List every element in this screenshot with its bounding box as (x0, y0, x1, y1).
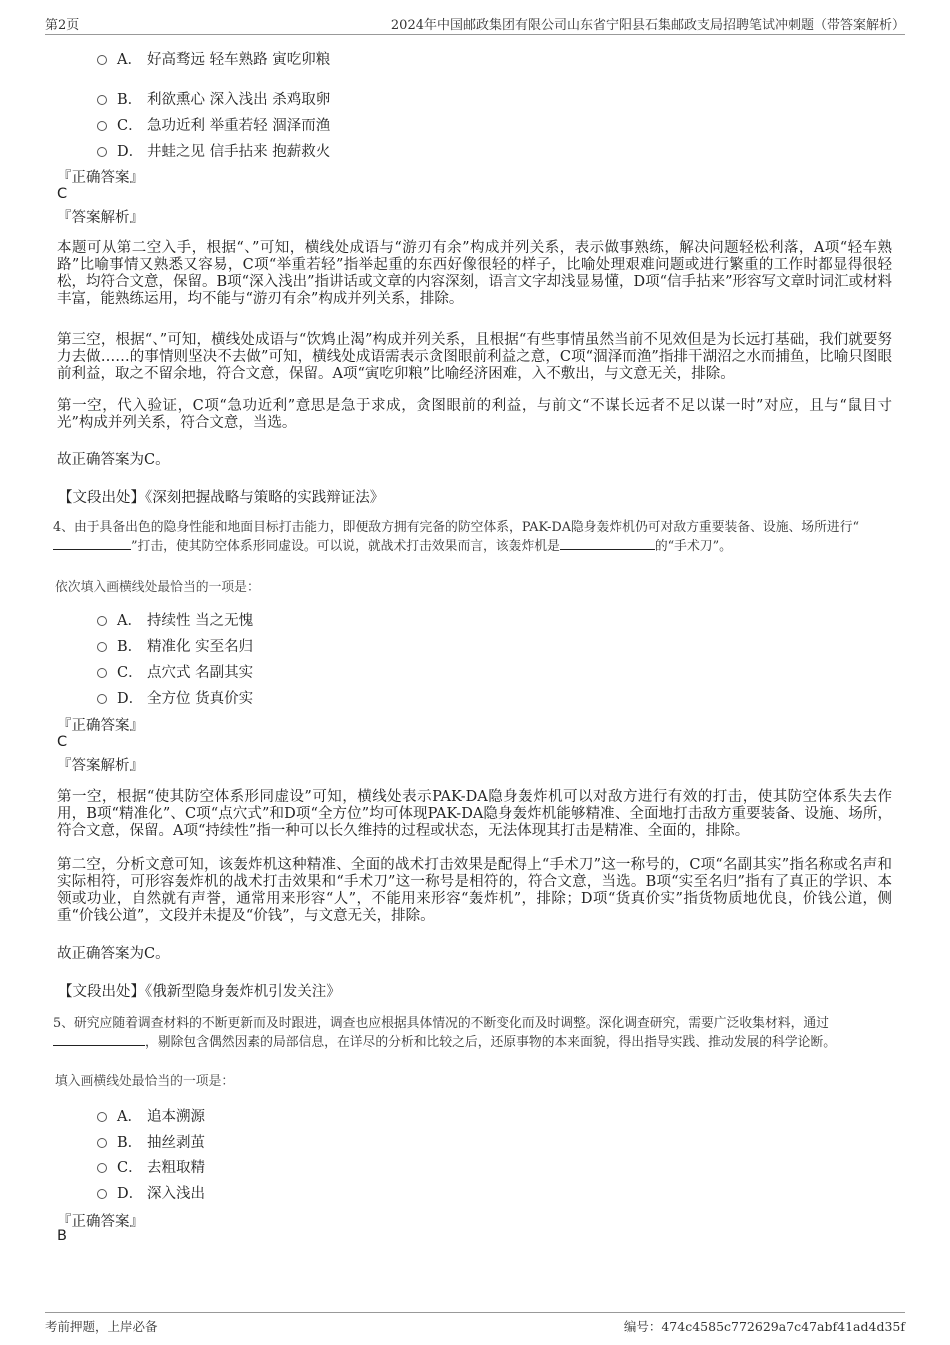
option-a[interactable]: A． 追本溯源 (97, 1105, 205, 1126)
analysis-label: 『答案解析』 (57, 758, 144, 774)
analysis-paragraph: 第三空，根据“、”可知，横线处成语与“饮鸩止渴”构成并列关系，且根据“有些事情虽然当前不见效但是为长远打基础，我们就要努力去做……的事情则坚决不去做”可知，横线处成语需表示贪图眼前利益之意，C项“涸泽而渔”指排干湖沼之水而捕鱼，比喻只图眼前利益，取之不留余地，符合文意，保留。A项“寅吃卯粮”比喻经济困难，入不敷出，与文意无关，排除。 (57, 332, 892, 382)
page-number: 第2页 (45, 18, 80, 33)
option-a[interactable]: A． 持续性 当之无愧 (97, 609, 253, 630)
analysis-paragraph: 本题可从第二空入手，根据“、”可知，横线处成语与“游刃有余”构成并列关系，表示做事熟练，解决问题轻松利落，A项“轻车熟路”比喻事情又熟悉又容易，C项“举重若轻”指举起重的东西好像很轻的样子，比喻处理艰难问题或进行繁重的工作时都显得很轻松，均符合文意，保留。B项“深入浅出”指讲话或文章的内容深刻，语言文字却浅显易懂，D项“信手拈来”形容写文章时词汇或材料丰富，能熟练运用，均不能与“游刃有余”构成并列关系，排除。 (57, 240, 892, 307)
source-citation: 【文段出处】《俄新型隐身轰炸机引发关注》 (58, 984, 341, 1000)
question-stem: 5、研究应随着调查材料的不断更新而及时跟进，调查也应根据具体情况的不断变化而及时调整。深化调查研究，需要广泛收集材料，通过 ，剔除包含偶然因素的局部信息，在详尽的分析和比较之后，还原事物的本来面貌，得出指导实践、推动发展的科学论断。 (53, 1016, 837, 1050)
fill-blank (560, 537, 655, 550)
analysis-conclusion: 故正确答案为C。 (57, 946, 170, 962)
question-prompt: 依次填入画横线处最恰当的一项是： (55, 580, 260, 595)
radio-icon[interactable] (97, 1163, 107, 1173)
radio-icon[interactable] (97, 147, 107, 157)
radio-icon[interactable] (97, 1189, 107, 1199)
radio-icon[interactable] (97, 1138, 107, 1148)
page-footer (45, 1312, 905, 1335)
footer-slogan: 考前押题，上岸必备 (45, 1319, 158, 1334)
source-citation: 【文段出处】《深刻把握战略与策略的实践辩证法》 (58, 490, 385, 506)
analysis-paragraph: 第一空，代入验证，C项“急功近利”意思是急于求成，贪图眼前的利益，与前文“不谋长远者不足以谋一时”对应，且与“鼠目寸光”构成并列关系，符合文意，当选。 (57, 398, 892, 431)
fill-blank (53, 1033, 145, 1046)
correct-answer-label: 『正确答案』 (57, 718, 144, 734)
correct-answer-label: 『正确答案』 (57, 170, 144, 186)
option-a[interactable]: A． 好高骛远 轻车熟路 寅吃卯粮 (97, 48, 330, 69)
option-d[interactable]: D． 深入浅出 (97, 1182, 205, 1203)
correct-answer: B (57, 1228, 67, 1244)
radio-icon[interactable] (97, 1112, 107, 1122)
option-d[interactable]: D． 全方位 货真价实 (97, 687, 253, 708)
correct-answer: C (57, 734, 68, 750)
question-stem: 4、由于具备出色的隐身性能和地面目标打击能力，即便敌方拥有完备的防空体系，PAK-DA隐身轰炸机仍可对敌方重要装备、设施、场所进行“”打击，使其防空体系形同虚设。可以说，就战术打击效果而言，该轰炸机是 的“手术刀”。 (53, 520, 860, 554)
option-b[interactable]: B． 精准化 实至名归 (97, 635, 253, 656)
option-d[interactable]: D． 井蛙之见 信手拈来 抱薪救火 (97, 140, 330, 161)
question-prompt: 填入画横线处最恰当的一项是： (55, 1074, 235, 1089)
radio-icon[interactable] (97, 121, 107, 131)
document-id: 编号：474c4585c772629a7c47abf41ad4d35f (623, 1319, 905, 1334)
analysis-paragraph: 第一空，根据“使其防空体系形同虚设”可知，横线处表示PAK-DA隐身轰炸机可以对敌方进行有效的打击，使其防空体系失去作用，B项“精准化”、C项“点穴式”和D项“全方位”均可体现PAK-DA隐身轰炸机能够精准、全面地打击敌方重要装备、设施、场所，符合文意，保留。A项“持续性”指一种可以长久维持的过程或状态，无法体现其打击是精准、全面的，排除。 (57, 789, 892, 839)
document-title: 2024年中国邮政集团有限公司山东省宁阳县石集邮政支局招聘笔试冲刺题（带答案解析） (390, 18, 905, 33)
radio-icon[interactable] (97, 616, 107, 626)
radio-icon[interactable] (97, 55, 107, 65)
option-b[interactable]: B． 利欲熏心 深入浅出 杀鸡取卵 (97, 88, 330, 109)
option-c[interactable]: C． 急功近利 举重若轻 涸泽而渔 (97, 114, 330, 135)
fill-blank (53, 537, 131, 550)
option-c[interactable]: C． 点穴式 名副其实 (97, 661, 253, 682)
option-c[interactable]: C． 去粗取精 (97, 1156, 205, 1177)
option-b[interactable]: B． 抽丝剥茧 (97, 1131, 205, 1152)
radio-icon[interactable] (97, 95, 107, 105)
correct-answer-label: 『正确答案』 (57, 1214, 144, 1230)
page-header (45, 14, 905, 35)
analysis-conclusion: 故正确答案为C。 (57, 452, 170, 468)
correct-answer: C (57, 186, 68, 202)
radio-icon[interactable] (97, 668, 107, 678)
analysis-paragraph: 第二空，分析文意可知，该轰炸机这种精准、全面的战术打击效果是配得上“手术刀”这一称号的，C项“名副其实”指名称或名声和实际相符，可形容轰炸机的战术打击效果和“手术刀”这一称号是相符的，符合文意，当选。B项“实至名归”指有了真正的学识、本领或功业，自然就有声誉，通常用来形容“人”，不能用来形容“轰炸机”，排除；D项“货真价实”指货物质地优良，价钱公道，侧重“价钱公道”，文段并未提及“价钱”，与文意无关，排除。 (57, 857, 892, 924)
radio-icon[interactable] (97, 642, 107, 652)
analysis-label: 『答案解析』 (57, 210, 144, 226)
radio-icon[interactable] (97, 694, 107, 704)
